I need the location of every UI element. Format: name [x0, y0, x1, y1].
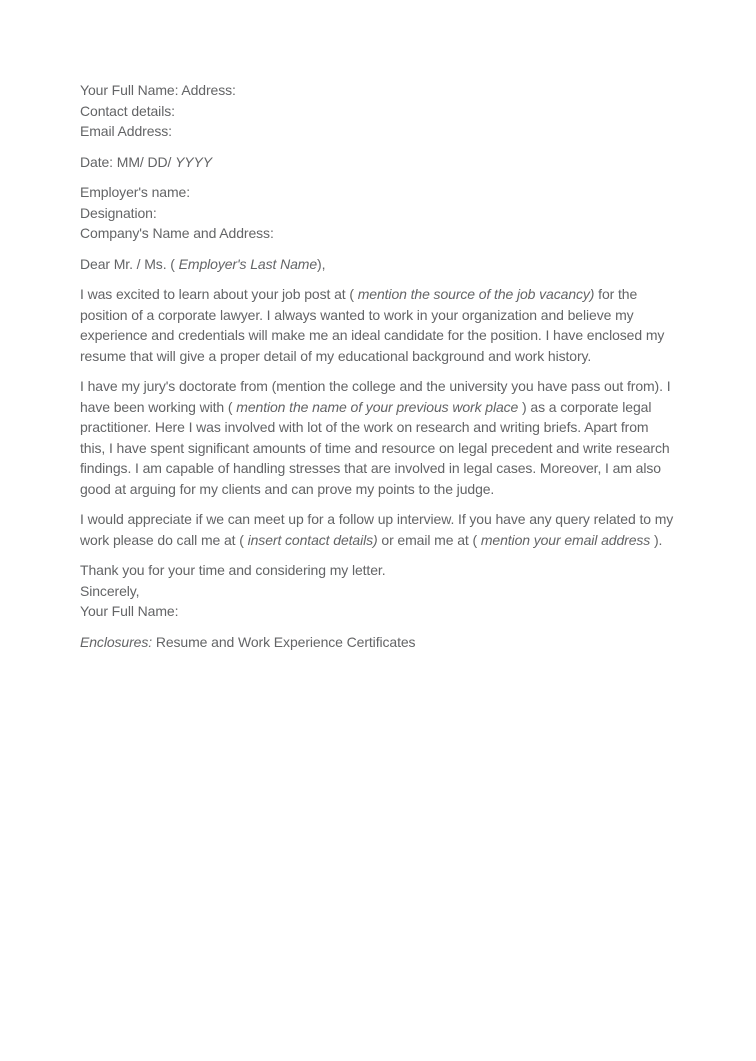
letter-text: Dear Mr. / Ms. (	[80, 255, 179, 272]
body-paragraph-2	[80, 376, 676, 499]
recipient-block	[80, 182, 676, 244]
placeholder-italic-text: Employer's Last Name	[178, 255, 318, 272]
letter-text: Date: MM/ DD/	[80, 153, 176, 170]
letter-text: I would appreciate if we can meet up for a follow up interview. If you have any query related to my work please do call me at (	[80, 511, 674, 548]
letter-text: ).	[650, 531, 663, 548]
sender-contact-line: Contact details:	[80, 102, 175, 119]
placeholder-italic-text: Enclosures:	[80, 633, 153, 650]
placeholder-italic-text: mention the name of your previous work place	[236, 398, 519, 415]
letter-text: I have my jury's doctorate from (mention the college and the university you have pass out from). I have been working with (	[80, 378, 671, 415]
letter-text: for the position of a corporate lawyer. I always wanted to work in your organization and believe my experience and credentials will make me an ideal candidate for the position. I have enclosed my resume that will give a proper detail of my educational background and work history.	[80, 286, 665, 364]
letter-text: ) as a corporate legal practitioner. Here I was involved with lot of the work on research and writing briefs. Apart from this, I have spent significant amounts of time and resource on legal precedent and write research findings. I am capable of handling stresses that are involved in legal cases. Moreover, I am also good at arguing for my clients and can prove my points to the judge.	[80, 398, 670, 497]
employer-name-line: Employer's name:	[80, 184, 191, 200]
body-paragraph-1	[80, 284, 676, 366]
closing-block	[80, 560, 676, 622]
sender-block	[80, 80, 676, 142]
signature-name-line: Your Full Name:	[80, 603, 179, 619]
placeholder-italic-text: mention the source of the job vacancy)	[357, 286, 595, 302]
enclosures-line	[80, 632, 676, 653]
thank-you-line: Thank you for your time and considering my letter.	[80, 562, 386, 578]
letter-text: Resume and Work Experience Certificates	[152, 633, 416, 650]
letter-text: I was excited to learn about your job post at (	[80, 286, 358, 302]
sincerely-line: Sincerely,	[80, 582, 140, 599]
salutation-line	[80, 254, 676, 275]
letter-text: ),	[317, 255, 326, 272]
placeholder-italic-text: insert contact details)	[247, 531, 378, 548]
placeholder-italic-text: mention your email address	[480, 531, 651, 548]
letter-text: or email me at (	[377, 531, 481, 548]
date-line	[80, 152, 676, 173]
designation-line: Designation:	[80, 204, 157, 221]
body-paragraph-3	[80, 509, 676, 550]
sender-email-line: Email Address:	[80, 123, 172, 139]
sender-name-address-line: Your Full Name: Address:	[80, 82, 236, 98]
company-name-address-line: Company's Name and Address:	[80, 225, 274, 241]
placeholder-italic-text: YYYY	[175, 153, 213, 170]
